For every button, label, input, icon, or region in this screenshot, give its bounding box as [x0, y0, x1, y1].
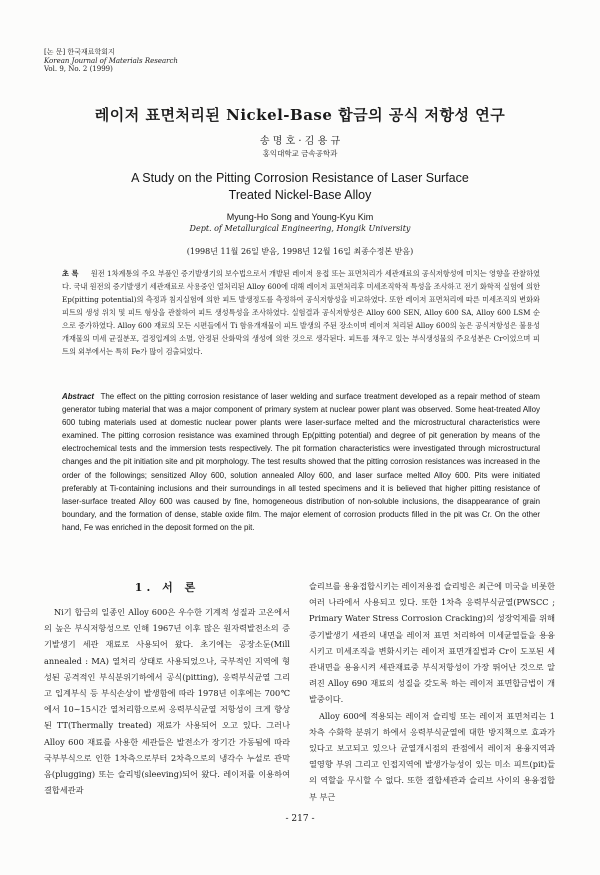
- intro-paragraph-1-cont: 슬리브를 용융접합시키는 레이저용접 슬리빙은 최근에 미국을 비롯한 여러 나라에서 사용되고 있다. 또한 1차측 응력부식균열(PWSCC ; Primary Water Stress Corrosion Cracking)의 성장억제를 위해 증기발생기 세관의 내면을 레이저 표면 처리하여 미세균열들을 용융시키고 미세조직을 변화시키는 레이저 표면개질법과 Cr이 도포된 세관내면을 용융시켜 세관재료중 부식저항성이 가장 뛰어난 것으로 알려진 Alloy 690 재료의 성질을 갖도록 하는 레이저 표면합금법이 개발중이다.: [309, 581, 555, 705]
- intro-paragraph-2: Alloy 600에 적용되는 레이저 슬리빙 또는 레이저 표면처리는 1차측 수화학 분위기 하에서 응력부식균열에 대한 방지책으로 효과가 있다고 보고되고 있으나 균열개시점의 관점에서 레이저 용융지역과 열영향 부위 그리고 인접지역에 발생가능성이 있는 미소 피트(pit)들의 역할을 무시할 수 없다. 또한 결합세관과 슬리브 사이의 용융접합부 부근: [309, 710, 555, 802]
- intro-paragraph-1: Ni기 합금의 일종인 Alloy 600은 우수한 기계적 성질과 고온에서의 높은 부식저항성으로 인해 1967년 이후 많은 원자력발전소의 증기발생기 세관 재료로 사용되어 왔다. 초기에는 공장소둔(Mill annealed : MA) 열처리 상태로 사용되었으나, 국부적인 지역에 형성된 공격적인 부식분위기하에서 공식(pitting), 응력부식균열 그리고 입계부식 등 부식손상이 발생함에 따라 1978년 이후에는 700℃에서 10~15시간 열처리함으로써 응력부식균열 저항성이 크게 향상된 TT(Thermally treated) 재료가 사용되어 오고 있다. 그러나 Alloy 600 재료를 사용한 세관들은 발전소가 장기간 가동됨에 따라 국부부식으로 인한 1차측으로부터 2차측으로의 냉각수 누설로 관막음(plugging) 또는 슬리빙(sleeving)되어 왔다. 레이저를 이용하여 결합세관과: [44, 607, 290, 796]
- journal-name-en: Korean Journal of Materials Research: [44, 56, 178, 65]
- journal-header: [44, 48, 178, 74]
- affiliation-en: Dept. of Metallurgical Engineering, Hongik University: [189, 224, 411, 233]
- page-number: - 217 -: [285, 814, 315, 824]
- received-dates: (1998년 11월 26일 받음, 1998년 12월 16일 최종수정본 받음): [186, 247, 414, 256]
- affiliation-ko: 홍익대학교 금속공학과: [262, 149, 338, 158]
- paper-title-en-line1: A Study on the Pitting Corrosion Resistance of Laser Surface: [131, 171, 469, 185]
- paper-title-ko: 레이저 표면처리된 Nickel-Base 합금의 공식 저항성 연구: [94, 106, 506, 124]
- body-column-right: [309, 578, 555, 805]
- paper-title-en: [0, 170, 600, 204]
- abstract-ko-label: 초 록: [62, 269, 79, 278]
- authors-ko: 송 명 호 · 김 용 규: [259, 136, 341, 147]
- journal-volume: Vol. 9, No. 2 (1999): [44, 65, 113, 73]
- abstract-en-label: Abstract: [62, 392, 95, 401]
- abstract-ko-text: 원전 1차계통의 주요 부품인 증기발생기의 보수법으로서 개발된 레이저 용접 또는 표면처리가 세관재료의 공식저항성에 미치는 영향을 관찰하였다. 국내 원전의 증기발생기 세관재료로 사용중인 열처리된 Alloy 600에 대해 레이저 표면처리후 미세조직학적 특성을 조사하고 전기 화학적 실험에 의한 Ep(pitting potential)의 측정과 침지실험에 의한 피트 발생정도를 측정하여 공식저항성을 비교하였다. 또한 레이저 표면처리에 따른 미세조직의 변화와 피트의 생성 위치 및 피트 형상을 관찰하여 피트 생성특성을 조사하였다. 실험결과 공식저항성은 Alloy 600 SEN, Alloy 600 SA, Alloy 600 LSM 순으로 증가하였다. Alloy 600 재료의 모든 시편들에서 Ti 함유개재물이 피트 발생의 주된 장소이며 레이저 처리된 Alloy 600의 높은 공식저항성은 불용성개재물의 미세 균질분포, 결정입계의 소멸, 안정된 산화막의 생성에 의한 것으로 생각된다. 피트를 채우고 있는 부식생성물의 주요성분은 Cr이었으며 피트의 외부에서는 특히 Fe가 많이 검출되었다.: [62, 269, 541, 356]
- authors-en: Myung-Ho Song and Young-Kyu Kim: [226, 212, 374, 222]
- abstract-ko: [62, 267, 540, 358]
- section-heading-introduction: 1. 서 론: [134, 581, 200, 594]
- abstract-en: [62, 390, 540, 534]
- abstract-en-text: The effect on the pitting corrosion resistance of laser welding and surface treatment developed as a repair method of steam generator tubing material that was a major component of primary system at nuclear power plant was observed. Some heat-treated Alloy 600 tubing materials used at domestic nuclear power plants were laser-surface melted and the microstructural characteristics were examined. The pitting corrosion resistance was examined through Ep(pitting potential) and degree of pit generation by means of the electrochemical tests and the immersion tests respectively. The pit formation characteristics were investigated through microstructural changes and the pit initiation site and pit morphology. The test results showed that the pitting corrosion resistances was increased in the order of the followings; sensitized Alloy 600, solution annealed Alloy 600, and laser surface melted Alloy 600. Pits were initiated preferably at Ti-containing inclusions and their surroundings in all tested specimens and it is believed that higher pitting resistance of laser-surface treated Alloy 600 was caused by fine, homogeneous distribution of non-soluble inclusions, the disappearance of grain boundary, and the formation of dense, stable oxide film. The major element of corrosion products filled in the pit was Cr. On the other hand, Fe was enriched in the deposit formed on the pit.: [62, 392, 540, 532]
- journal-name-ko: [논 문] 한국재료학회지: [44, 48, 115, 56]
- paper-title-en-line2: Treated Nickel-Base Alloy: [228, 188, 372, 202]
- body-column-left: [44, 580, 290, 798]
